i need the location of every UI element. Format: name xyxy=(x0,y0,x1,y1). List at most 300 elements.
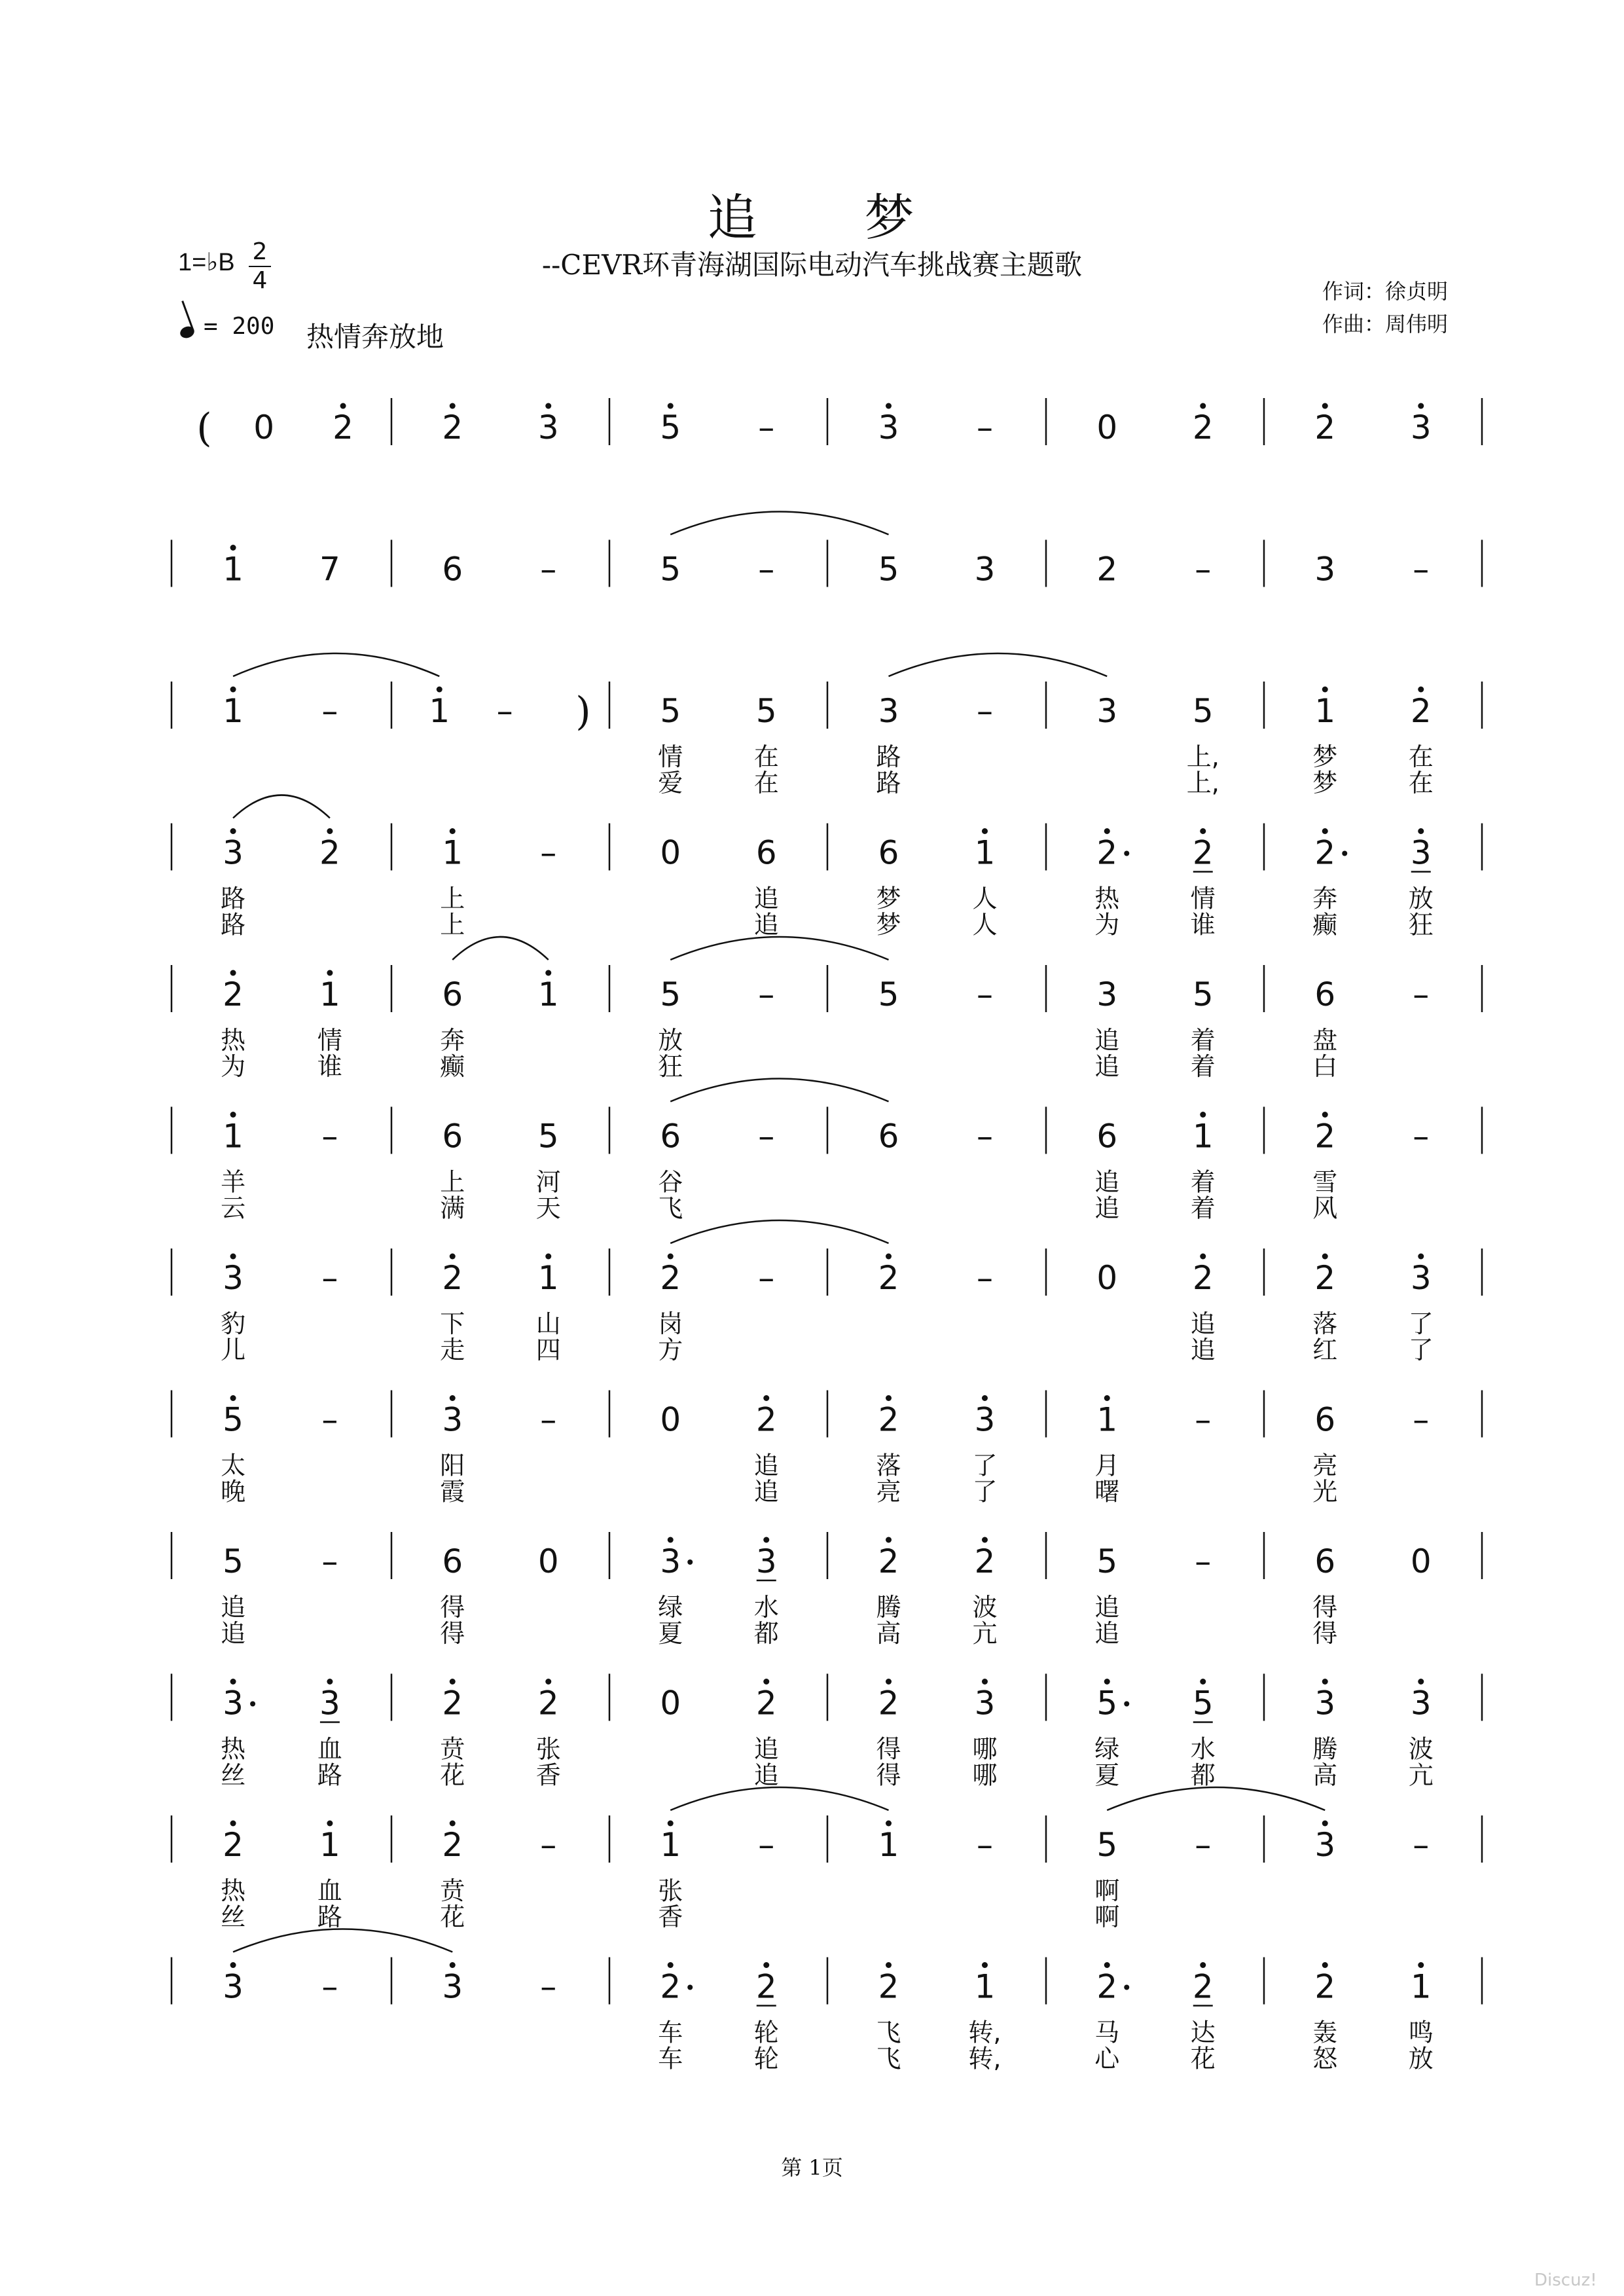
octave-dot xyxy=(450,403,456,409)
octave-dot xyxy=(545,1254,551,1260)
lyric-verse-2: 高 xyxy=(1312,1760,1338,1790)
dash-extension: – xyxy=(1195,1542,1212,1580)
lyric-verse-1: 追 xyxy=(1094,1167,1120,1197)
song-subtitle: --CEVR环青海湖国际电动汽车挑战赛主题歌 xyxy=(541,249,1083,281)
dash-extension: – xyxy=(758,975,775,1013)
lyric-verse-2: 香 xyxy=(535,1760,561,1790)
lyric-verse-1: 了 xyxy=(972,1451,998,1480)
jianpu-note: 2 xyxy=(442,1826,463,1864)
octave-dot xyxy=(545,1679,551,1685)
lyric-verse-1: 张 xyxy=(535,1734,561,1764)
lyric-verse-1: 达 xyxy=(1190,2018,1216,2047)
octave-dot xyxy=(327,970,333,976)
lyric-verse-1: 水 xyxy=(753,1593,779,1622)
jianpu-note: 2 xyxy=(537,1684,559,1722)
dash-extension: – xyxy=(758,1259,775,1297)
jianpu-note: 2 xyxy=(1410,692,1432,730)
lyric-verse-1: 在 xyxy=(1408,742,1434,771)
lyric-verse-1: 得 xyxy=(440,1593,465,1622)
dash-extension: – xyxy=(1413,1826,1430,1864)
jianpu-note: 2 xyxy=(878,1259,899,1297)
lyric-verse-2: 上, xyxy=(1186,769,1219,797)
lyric-verse-1: 下 xyxy=(440,1309,465,1338)
octave-dot xyxy=(1418,1679,1424,1685)
slur xyxy=(670,512,888,535)
jianpu-note: 2 xyxy=(878,1967,899,2006)
jianpu-note: 6 xyxy=(1314,1400,1336,1439)
lyric-verse-1: 转, xyxy=(968,2018,1001,2047)
dash-extension: – xyxy=(758,1117,775,1156)
octave-dot xyxy=(982,1679,988,1685)
octave-dot xyxy=(886,1962,892,1968)
lyric-verse-1: 岗 xyxy=(658,1309,683,1338)
jianpu-note: 3 xyxy=(1314,1826,1336,1864)
jianpu-note: 2 xyxy=(333,409,353,446)
lyric-verse-1: 豹 xyxy=(221,1309,246,1338)
lyric-verse-1: 奔 xyxy=(440,1026,465,1055)
lyric-verse-1: 追 xyxy=(753,1734,779,1764)
lyric-verse-2: 丝 xyxy=(221,1903,246,1931)
octave-dot xyxy=(886,1679,892,1685)
lyric-verse-2: 路 xyxy=(317,1760,342,1790)
lyric-verse-1: 腾 xyxy=(876,1593,901,1622)
lyric-verse-2: 谁 xyxy=(1190,910,1216,939)
jianpu-note: 3 xyxy=(223,833,244,872)
phrase-bracket: ( xyxy=(196,405,212,451)
jianpu-note: 2 xyxy=(442,1259,463,1297)
jianpu-note: 7 xyxy=(319,550,340,589)
lyric-verse-2: 丝 xyxy=(221,1760,246,1790)
jianpu-note: 3 xyxy=(537,409,559,446)
lyric-verse-1: 张 xyxy=(658,1876,683,1905)
lyric-verse-1: 亮 xyxy=(1312,1451,1338,1480)
jianpu-note: 3 xyxy=(1314,550,1336,589)
lyric-verse-2: 亢 xyxy=(1408,1760,1434,1790)
dash-extension: – xyxy=(540,833,557,872)
lyric-verse-1: 贲 xyxy=(440,1734,465,1764)
lyric-verse-2: 癫 xyxy=(1312,910,1338,939)
lyric-verse-1: 啊 xyxy=(1094,1876,1120,1905)
jianpu-note: 6 xyxy=(1096,1117,1118,1156)
octave-dot xyxy=(230,1254,236,1260)
jianpu-note: 3 xyxy=(1410,409,1432,446)
lyric-verse-2: 晚 xyxy=(221,1477,246,1506)
octave-dot xyxy=(437,687,442,693)
augmentation-dot xyxy=(250,1702,255,1707)
octave-dot xyxy=(1418,1254,1424,1260)
octave-dot xyxy=(1322,1962,1328,1968)
lyric-verse-2: 追 xyxy=(1094,1052,1120,1081)
lyric-verse-2: 白 xyxy=(1312,1052,1338,1081)
lyric-verse-1: 人 xyxy=(972,884,998,913)
lyric-verse-1: 情 xyxy=(658,742,683,771)
lyric-verse-2: 追 xyxy=(753,910,779,939)
slur xyxy=(889,653,1108,676)
lyric-verse-1: 上 xyxy=(440,1167,465,1197)
octave-dot xyxy=(982,1537,988,1543)
octave-dot xyxy=(668,1962,674,1968)
key-signature: 1=♭B xyxy=(178,249,235,276)
lyric-verse-1: 鸣 xyxy=(1408,2018,1434,2047)
dash-extension: – xyxy=(540,1967,557,2006)
octave-dot xyxy=(1322,1112,1328,1118)
jianpu-note: 3 xyxy=(878,692,899,730)
lyric-verse-1: 追 xyxy=(753,1451,779,1480)
octave-dot xyxy=(230,545,236,551)
jianpu-note: 3 xyxy=(1410,1259,1432,1297)
dash-extension: – xyxy=(321,1400,338,1439)
octave-dot xyxy=(545,970,551,976)
lyric-verse-2: 在 xyxy=(753,769,779,797)
octave-dot xyxy=(1322,687,1328,693)
lyric-verse-2: 追 xyxy=(1190,1336,1216,1364)
octave-dot xyxy=(450,1254,456,1260)
jianpu-note: 5 xyxy=(660,409,681,446)
dash-extension: – xyxy=(758,409,775,446)
lyric-verse-2: 谁 xyxy=(317,1052,342,1081)
octave-dot xyxy=(763,1679,769,1685)
augmentation-dot xyxy=(1124,1702,1129,1707)
jianpu-note: 0 xyxy=(660,1684,681,1722)
dash-extension: – xyxy=(976,1259,993,1297)
jianpu-note: 5 xyxy=(1192,1684,1214,1722)
jianpu-note: 6 xyxy=(1314,1542,1336,1580)
jianpu-note: 5 xyxy=(223,1400,244,1439)
lyric-verse-2: 红 xyxy=(1312,1336,1338,1364)
octave-dot xyxy=(230,1962,236,1968)
jianpu-note: 5 xyxy=(1192,692,1214,730)
octave-dot xyxy=(1104,1962,1110,1968)
lyric-verse-2: 得 xyxy=(876,1760,901,1790)
lyric-verse-2: 夏 xyxy=(1094,1760,1120,1790)
lyric-verse-2: 花 xyxy=(440,1903,465,1931)
lyric-verse-2: 曙 xyxy=(1094,1477,1120,1506)
jianpu-note: 2 xyxy=(878,1542,899,1580)
lyric-verse-2: 高 xyxy=(876,1619,901,1648)
jianpu-note: 5 xyxy=(1096,1826,1118,1864)
jianpu-note: 6 xyxy=(878,1117,899,1156)
dash-extension: – xyxy=(1195,1400,1212,1439)
octave-dot xyxy=(1322,403,1328,409)
octave-dot xyxy=(1200,828,1206,834)
jianpu-note: 3 xyxy=(442,1400,463,1439)
octave-dot xyxy=(763,1395,769,1401)
lyric-verse-1: 情 xyxy=(1190,884,1216,913)
dash-extension: – xyxy=(758,1826,775,1864)
octave-dot xyxy=(886,1821,892,1827)
lyric-verse-1: 梦 xyxy=(876,884,901,913)
jianpu-note: 0 xyxy=(660,1400,681,1439)
lyric-verse-2: 追 xyxy=(753,1760,779,1790)
lyric-verse-2: 为 xyxy=(1094,910,1120,939)
jianpu-note: 1 xyxy=(1192,1117,1214,1156)
phrase-bracket: ) xyxy=(575,689,591,735)
lyric-verse-2: 风 xyxy=(1312,1194,1338,1223)
jianpu-note: 5 xyxy=(660,550,681,589)
jianpu-note: 2 xyxy=(1096,1967,1118,2006)
lyric-verse-2: 心 xyxy=(1094,2044,1120,2073)
slur xyxy=(452,937,549,960)
augmentation-dot xyxy=(1342,851,1347,856)
lyric-verse-2: 转, xyxy=(968,2044,1001,2073)
jianpu-note: 6 xyxy=(755,833,777,872)
octave-dot xyxy=(1322,1254,1328,1260)
dash-extension: – xyxy=(1195,550,1212,589)
dash-extension: – xyxy=(321,692,338,730)
jianpu-note: 5 xyxy=(878,975,899,1013)
octave-dot xyxy=(1200,403,1206,409)
jianpu-note: 3 xyxy=(223,1259,244,1297)
lyric-verse-1: 轮 xyxy=(753,2018,779,2047)
lyric-verse-1: 阳 xyxy=(440,1451,465,1480)
octave-dot xyxy=(1418,687,1424,693)
octave-dot xyxy=(1104,1679,1110,1685)
lyric-verse-1: 波 xyxy=(1408,1734,1434,1764)
lyric-verse-1: 水 xyxy=(1190,1734,1216,1764)
lyric-verse-1: 情 xyxy=(317,1026,342,1055)
octave-dot xyxy=(982,1395,988,1401)
composer-credit: 作曲：周伟明 xyxy=(1322,312,1449,337)
octave-dot xyxy=(982,1962,988,1968)
dash-extension: – xyxy=(976,409,993,446)
octave-dot xyxy=(1104,828,1110,834)
page-number: 第 1页 xyxy=(781,2155,843,2180)
lyric-verse-2: 哪 xyxy=(972,1760,998,1790)
lyric-verse-2: 癫 xyxy=(440,1052,465,1081)
jianpu-note: 2 xyxy=(1192,1967,1214,2006)
lyric-verse-2: 了 xyxy=(1408,1336,1434,1364)
octave-dot xyxy=(230,1679,236,1685)
octave-dot xyxy=(450,1962,456,1968)
jianpu-note: 2 xyxy=(755,1967,777,2006)
title-char-2: 梦 xyxy=(864,189,917,247)
lyric-verse-2: 追 xyxy=(753,1477,779,1506)
lyric-verse-1: 路 xyxy=(221,884,246,913)
lyric-verse-1: 绿 xyxy=(658,1593,683,1622)
lyric-verse-1: 飞 xyxy=(876,2018,901,2047)
dash-extension: – xyxy=(540,550,557,589)
jianpu-note: 0 xyxy=(537,1542,559,1580)
dash-extension: – xyxy=(1413,1117,1430,1156)
dash-extension: – xyxy=(758,550,775,589)
lyric-verse-1: 路 xyxy=(876,742,901,771)
lyric-verse-2: 狂 xyxy=(658,1052,683,1081)
dash-extension: – xyxy=(321,1967,338,2006)
octave-dot xyxy=(668,403,674,409)
jianpu-note: 1 xyxy=(878,1826,899,1864)
lyric-verse-1: 上, xyxy=(1186,742,1219,771)
octave-dot xyxy=(327,1821,333,1827)
lyric-verse-2: 路 xyxy=(876,769,901,797)
jianpu-note: 3 xyxy=(1314,1684,1336,1722)
octave-dot xyxy=(1322,1679,1328,1685)
jianpu-note: 6 xyxy=(1314,975,1336,1013)
octave-dot xyxy=(1200,1112,1206,1118)
octave-dot xyxy=(1200,1254,1206,1260)
octave-dot xyxy=(886,403,892,409)
lyric-verse-2: 亢 xyxy=(972,1619,998,1648)
lyric-verse-1: 腾 xyxy=(1312,1734,1338,1764)
lyric-verse-2: 着 xyxy=(1190,1052,1216,1081)
title-char-1: 追 xyxy=(707,189,760,247)
lyric-verse-1: 马 xyxy=(1094,2018,1120,2047)
jianpu-note: 3 xyxy=(974,550,996,589)
slur xyxy=(670,1079,888,1102)
jianpu-note: 1 xyxy=(974,833,996,872)
jianpu-note: 1 xyxy=(223,550,244,589)
jianpu-note: 5 xyxy=(755,692,777,730)
expression-marking: 热情奔放地 xyxy=(306,321,444,353)
jianpu-note: 6 xyxy=(878,833,899,872)
jianpu-note: 1 xyxy=(223,1117,244,1156)
jianpu-note: 1 xyxy=(537,975,559,1013)
lyric-verse-1: 追 xyxy=(1094,1593,1120,1622)
jianpu-note: 2 xyxy=(1192,409,1214,446)
octave-dot xyxy=(1200,1962,1206,1968)
jianpu-note: 5 xyxy=(660,975,681,1013)
lyric-verse-1: 着 xyxy=(1190,1026,1216,1055)
dash-extension: – xyxy=(1413,550,1430,589)
jianpu-note: 5 xyxy=(1096,1542,1118,1580)
dash-extension: – xyxy=(321,1542,338,1580)
jianpu-note: 6 xyxy=(442,975,463,1013)
jianpu-note: 1 xyxy=(537,1259,559,1297)
jianpu-note: 1 xyxy=(223,692,244,730)
jianpu-note: 2 xyxy=(755,1684,777,1722)
jianpu-note: 2 xyxy=(1314,1967,1336,2006)
lyric-verse-2: 着 xyxy=(1190,1194,1216,1223)
jianpu-note: 3 xyxy=(974,1400,996,1439)
lyric-verse-1: 热 xyxy=(1094,884,1120,913)
lyric-verse-1: 车 xyxy=(658,2018,683,2047)
octave-dot xyxy=(1322,828,1328,834)
lyric-verse-2: 得 xyxy=(1312,1619,1338,1648)
jianpu-note: 2 xyxy=(878,1400,899,1439)
octave-dot xyxy=(230,970,236,976)
slur xyxy=(233,653,439,676)
lyric-verse-1: 血 xyxy=(317,1876,342,1905)
lyric-verse-2: 天 xyxy=(535,1194,561,1223)
dash-extension: – xyxy=(496,692,513,730)
jianpu-note: 3 xyxy=(660,1542,681,1580)
lyric-verse-2: 上 xyxy=(440,910,465,939)
octave-dot xyxy=(1200,1679,1206,1685)
lyric-verse-2: 亮 xyxy=(876,1477,901,1506)
time-signature-bottom: 4 xyxy=(252,267,268,294)
lyric-verse-1: 轰 xyxy=(1312,2018,1338,2047)
dash-extension: – xyxy=(540,1400,557,1439)
lyric-verse-2: 追 xyxy=(1094,1194,1120,1223)
lyric-verse-2: 爱 xyxy=(658,769,683,797)
lyric-verse-1: 热 xyxy=(221,1026,246,1055)
lyric-verse-1: 了 xyxy=(1408,1309,1434,1338)
octave-dot xyxy=(982,828,988,834)
lyric-verse-2: 人 xyxy=(972,910,998,939)
slur xyxy=(670,1787,888,1810)
lyric-verse-1: 盘 xyxy=(1312,1026,1338,1055)
jianpu-note: 2 xyxy=(878,1684,899,1722)
lyric-verse-2: 都 xyxy=(1190,1760,1216,1790)
jianpu-note: 5 xyxy=(1192,975,1214,1013)
lyricist-credit: 作词：徐贞明 xyxy=(1322,279,1449,304)
octave-dot xyxy=(450,1395,456,1401)
jianpu-note: 2 xyxy=(660,1259,681,1297)
lyric-verse-2: 在 xyxy=(1408,769,1434,797)
lyric-verse-1: 追 xyxy=(753,884,779,913)
dash-extension: – xyxy=(321,1117,338,1156)
octave-dot xyxy=(668,1537,674,1543)
octave-dot xyxy=(763,1962,769,1968)
jianpu-note: 2 xyxy=(442,409,463,446)
lyric-verse-2: 花 xyxy=(1190,2044,1216,2073)
lyric-verse-1: 谷 xyxy=(658,1167,683,1197)
lyric-verse-1: 羊 xyxy=(221,1167,246,1197)
lyric-verse-1: 追 xyxy=(1190,1309,1216,1338)
lyric-verse-1: 梦 xyxy=(1312,742,1338,771)
augmentation-dot xyxy=(1124,851,1129,856)
lyric-verse-2: 光 xyxy=(1312,1477,1338,1506)
jianpu-note: 3 xyxy=(1096,975,1118,1013)
jianpu-note: 2 xyxy=(223,1826,244,1864)
jianpu-note: 5 xyxy=(878,550,899,589)
lyric-verse-1: 热 xyxy=(221,1876,246,1905)
jianpu-note: 1 xyxy=(660,1826,681,1864)
octave-dot xyxy=(230,1112,236,1118)
lyric-verse-1: 在 xyxy=(753,742,779,771)
lyric-verse-1: 放 xyxy=(1408,884,1434,913)
slur xyxy=(233,1929,452,1952)
dash-extension: – xyxy=(976,1826,993,1864)
lyric-verse-2: 了 xyxy=(972,1477,998,1506)
lyric-verse-2: 梦 xyxy=(876,910,901,939)
lyric-verse-2: 香 xyxy=(658,1903,683,1931)
lyric-verse-1: 太 xyxy=(221,1451,246,1480)
augmentation-dot xyxy=(687,1985,693,1990)
slur xyxy=(233,795,330,818)
dash-extension: – xyxy=(976,1117,993,1156)
jianpu-note: 0 xyxy=(1410,1542,1432,1580)
lyric-verse-2: 得 xyxy=(440,1619,465,1648)
lyric-verse-2: 车 xyxy=(658,2044,683,2073)
octave-dot xyxy=(450,1679,456,1685)
jianpu-note: 2 xyxy=(1192,1259,1214,1297)
lyric-verse-1: 雪 xyxy=(1312,1167,1338,1197)
lyric-verse-2: 云 xyxy=(221,1194,246,1223)
dash-extension: – xyxy=(1413,975,1430,1013)
jianpu-note: 5 xyxy=(223,1542,244,1580)
lyric-verse-2: 满 xyxy=(440,1194,465,1223)
lyric-verse-1: 得 xyxy=(1312,1593,1338,1622)
octave-dot xyxy=(230,1821,236,1827)
jianpu-note: 2 xyxy=(1314,1117,1336,1156)
octave-dot xyxy=(230,687,236,693)
slur xyxy=(670,1220,888,1243)
jianpu-note: 5 xyxy=(1096,1684,1118,1722)
jianpu-note: 2 xyxy=(1314,409,1336,446)
jianpu-note: 1 xyxy=(429,692,450,730)
octave-dot xyxy=(327,1679,333,1685)
lyric-verse-2: 路 xyxy=(317,1903,342,1931)
lyric-verse-2: 霞 xyxy=(440,1477,465,1506)
octave-dot xyxy=(230,828,236,834)
jianpu-note: 3 xyxy=(974,1684,996,1722)
octave-dot xyxy=(450,828,456,834)
augmentation-dot xyxy=(687,1559,693,1565)
octave-dot xyxy=(668,1821,674,1827)
jianpu-note: 1 xyxy=(319,975,340,1013)
jianpu-note: 6 xyxy=(442,1542,463,1580)
lyric-verse-1: 追 xyxy=(221,1593,246,1622)
